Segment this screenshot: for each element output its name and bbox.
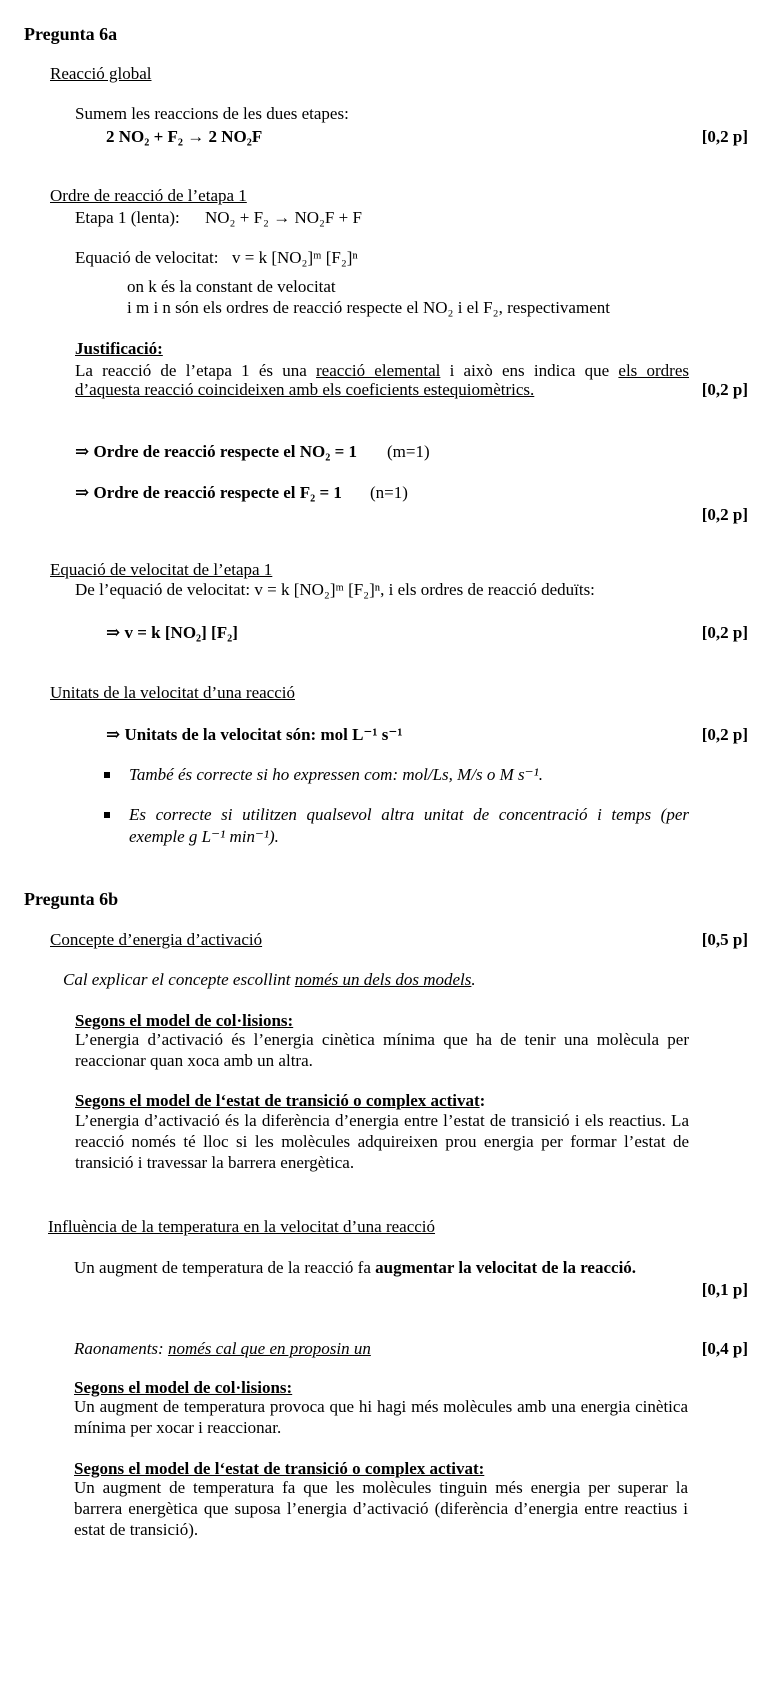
result-order-no2: ⇒ Ordre de reacció respecte el NO₂ = 1 xyxy=(75,442,358,461)
bullet-marker xyxy=(104,772,110,778)
concept-instruction xyxy=(63,970,476,990)
heading-6a: Pregunta 6a xyxy=(24,24,118,44)
justification-points: [0,2 p] xyxy=(701,380,748,399)
concept-instruction-end: . xyxy=(471,970,476,989)
section-title-rate-eq: Equació de velocitat de l’etapa 1 xyxy=(50,560,273,579)
section-title-units: Unitats de la velocitat d’una reacció xyxy=(50,683,295,702)
rate-eq: v = k [NO₂]ᵐ [F₂]ⁿ xyxy=(232,248,358,267)
temperature-transition-title: Segons el model de l‘estat de transició o complex activat: xyxy=(74,1459,485,1478)
justification-orders-b: d’aquesta reacció coincideixen amb els coeficients estequiomètrics. xyxy=(75,380,535,399)
units-bullet-1: També és correcte si ho expressen com: mol/Ls, M/s o M s⁻¹. xyxy=(129,765,543,784)
rate-eq-label: Equació de velocitat: xyxy=(75,248,219,267)
result-order-points: [0,2 p] xyxy=(701,505,748,524)
section-title-concept: Concepte d’energia d’activació xyxy=(50,930,263,949)
where-k: on k és la constant de velocitat xyxy=(127,277,336,296)
global-reaction: 2 NO₂ + F₂ → 2 NO₂F xyxy=(106,127,263,146)
result-order-f2: ⇒ Ordre de reacció respecte el F₂ = 1 xyxy=(75,483,342,502)
units-result: ⇒ Unitats de la velocitat són: mol L⁻¹ s⁻¹ xyxy=(106,725,403,744)
temperature-line xyxy=(74,1258,636,1278)
section-title-global: Reacció global xyxy=(50,64,152,83)
stage-reaction: NO₂ + F₂ → NO₂F + F xyxy=(205,208,362,227)
result-order-f2-note: (n=1) xyxy=(370,483,408,502)
concept-collision-title: Segons el model de col·lisions: xyxy=(75,1011,294,1030)
heading-6b: Pregunta 6b xyxy=(24,889,119,909)
concept-instruction-model: només un dels dos models xyxy=(294,970,472,989)
where-mn: i m i n són els ordres de reacció respecte el NO₂ i el F₂, respectivament xyxy=(127,298,610,317)
concept-instruction-a: Cal explicar el concepte escollint xyxy=(63,970,295,989)
concept-transition-text: L’energia d’activació és la diferència d’energia entre l’estat de transició i els reactius. La reacció només té lloc si les molècules adquireixen prou energia per formar l’estat de transició i travessar la barrera energètica. xyxy=(75,1111,689,1172)
justification-elemental: reacció elemental xyxy=(316,361,441,380)
global-intro: Sumem les reaccions de les dues etapes: xyxy=(75,104,349,123)
result-order-no2-note: (m=1) xyxy=(387,442,430,461)
section-title-temperature: Influència de la temperatura en la velocitat d’una reacció xyxy=(48,1217,436,1236)
temperature-points-1: [0,1 p] xyxy=(701,1280,748,1299)
justification-text-b: i això ens indica que xyxy=(440,361,619,380)
reasoning-line xyxy=(74,1339,371,1359)
rate-eq-points: [0,2 p] xyxy=(701,623,748,642)
concept-transition-title-text: Segons el model de l‘estat de transició o complex activat xyxy=(75,1091,480,1110)
justification-label: Justificació: xyxy=(75,339,163,358)
stage-label: Etapa 1 (lenta): xyxy=(75,208,180,227)
concept-points: [0,5 p] xyxy=(701,930,748,949)
temperature-collision-text: Un augment de temperatura provoca que hi hagi més molècules amb una energia cinètica mínima per xocar i reaccionar. xyxy=(74,1397,688,1437)
reasoning-label: Raonaments: xyxy=(74,1339,168,1358)
concept-transition-title xyxy=(75,1091,485,1111)
section-title-order: Ordre de reacció de l’etapa 1 xyxy=(50,186,247,205)
rate-eq-result: ⇒ v = k [NO₂] [F₂] xyxy=(106,623,238,642)
concept-collision-text: L’energia d’activació és l’energia cinètica mínima que ha de tenir una molècula per reaccionar quan xoca amb un altra. xyxy=(75,1030,689,1070)
rate-eq-line: De l’equació de velocitat: v = k [NO₂]ᵐ [F₂]ⁿ, i els ordres de reacció deduïts: xyxy=(75,580,595,599)
concept-transition-colon: : xyxy=(479,1091,486,1110)
temperature-line-a: Un augment de temperatura de la reacció fa xyxy=(74,1258,376,1277)
reasoning-note: només cal que en proposin un xyxy=(167,1339,371,1358)
bullet-marker xyxy=(104,812,110,818)
justification-line-1 xyxy=(75,359,689,382)
temperature-points-2: [0,4 p] xyxy=(701,1339,748,1358)
units-bullet-2: Es correcte si utilitzen qualsevol altra unitat de concentració i temps (per exemple g L⁻¹ min⁻¹). xyxy=(129,805,689,846)
justification-orders-a: els ordres xyxy=(618,361,689,380)
units-points: [0,2 p] xyxy=(701,725,748,744)
temperature-collision-title: Segons el model de col·lisions: xyxy=(74,1378,293,1397)
global-points: [0,2 p] xyxy=(701,127,748,146)
justification-text-a: La reacció de l’etapa 1 és una xyxy=(75,361,317,380)
temperature-transition-text: Un augment de temperatura fa que les molècules tinguin més energia per superar la barrera energètica que suposa l’energia d’activació (diferència d’energia entre reactius i estat de transició). xyxy=(74,1478,688,1539)
temperature-line-bold: augmentar la velocitat de la reacció. xyxy=(375,1258,637,1277)
